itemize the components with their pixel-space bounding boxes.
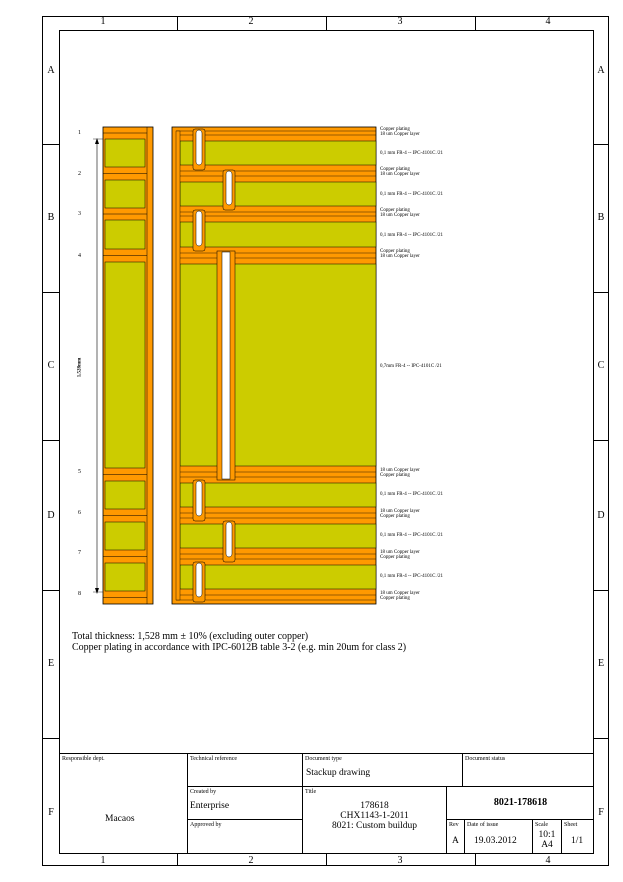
layer-label-line: 0,1 mm FR-4 -- IPC-4101C /21: [380, 233, 444, 238]
layer-label: [380, 574, 443, 579]
layer-label: [380, 492, 443, 497]
main-dielectric-layer: [180, 222, 376, 247]
layer-label: [380, 233, 443, 238]
title-line-1: 178618: [360, 801, 389, 811]
zone-row-right: E: [597, 658, 605, 669]
layer-label: [380, 364, 442, 369]
layer-label: [380, 167, 420, 177]
layer-label-line: 18 um Copper layer: [380, 132, 420, 137]
zone-column-bottom: 1: [100, 855, 106, 866]
title-line-2: CHX1143-1-2011: [340, 811, 409, 821]
layer-label-line: 18 um Copper layer: [380, 172, 420, 177]
main-dielectric-layer: [180, 141, 376, 165]
responsible-dept: Macaos: [105, 814, 135, 824]
created-by-label: Created by: [190, 789, 217, 795]
layer-label-line: 0,1 mm FR-4 -- IPC-4101C /21: [380, 533, 444, 538]
buried-via-hole: [222, 252, 230, 479]
layer-number: 2: [78, 171, 81, 177]
layer-label: [380, 249, 420, 259]
zone-column-bottom: 4: [545, 855, 551, 866]
layer-label-line: 18 um Copper layer: [380, 254, 420, 259]
zone-column-bottom: 3: [397, 855, 403, 866]
date-of-issue: 19.03.2012: [474, 836, 517, 846]
layer-number: 6: [78, 510, 81, 516]
sheet-label: Sheet: [564, 822, 578, 828]
layer-label-line: 0,1 mm FR-4 -- IPC-4101C /21: [380, 151, 444, 156]
left-dielectric-layer: [105, 220, 145, 249]
layer-number: 5: [78, 469, 81, 475]
document-type: Stackup drawing: [306, 768, 371, 778]
layer-label: [380, 127, 420, 137]
zone-row-right: C: [597, 360, 605, 371]
main-dielectric-layer: [180, 264, 376, 466]
layer-label-line: 18 um Copper layer: [380, 509, 420, 514]
zone-row-left: A: [47, 65, 55, 76]
approved-by-label: Approved by: [190, 822, 222, 828]
microvia-hole: [226, 522, 232, 557]
title-line-3: 8021: Custom buildup: [332, 821, 417, 831]
zone-column-top: 3: [397, 16, 403, 27]
revision: A: [452, 836, 459, 846]
rev-label: Rev: [449, 822, 459, 828]
layer-label: [380, 550, 420, 560]
layer-label-line: Copper plating: [380, 208, 410, 213]
scale-and-size: [533, 830, 561, 850]
microvia-hole: [196, 563, 202, 597]
notes-total-thickness: Total thickness: 1,528 mm ± 10% (excluding outer copper): [72, 631, 309, 642]
left-dielectric-layer: [105, 262, 145, 468]
main-dielectric-layer: [180, 565, 376, 589]
zone-row-left: B: [47, 212, 55, 223]
main-dielectric-layer: [180, 524, 376, 548]
zone-column-top: 4: [545, 16, 551, 27]
layer-number: 7: [78, 550, 81, 556]
main-dielectric-layer: [180, 182, 376, 206]
technical-reference-label: Technical reference: [190, 756, 238, 762]
layer-label-line: Copper plating: [380, 127, 410, 132]
layer-label-line: Copper plating: [380, 249, 410, 254]
layer-label-line: 18 um Copper layer: [380, 213, 420, 218]
responsible-dept-label: Responsible dept.: [62, 756, 105, 762]
thickness-label: 1,528mm: [77, 357, 83, 378]
layer-label-line: 18 um Copper layer: [380, 591, 420, 596]
layer-label-line: 18 um Copper layer: [380, 468, 420, 473]
left-dielectric-layer: [105, 139, 145, 167]
microvia-hole: [226, 171, 232, 205]
microvia-hole: [196, 211, 202, 246]
layer-label-line: Copper plating: [380, 555, 410, 560]
zone-row-right: F: [598, 807, 604, 818]
zone-column-bottom: 2: [248, 855, 254, 866]
document-type-label: Document type: [305, 756, 342, 762]
scale: 10:1: [538, 830, 556, 840]
zone-row-left: F: [48, 807, 54, 818]
zone-row-left: D: [47, 510, 55, 521]
layer-label-line: Copper plating: [380, 167, 410, 172]
layer-label-line: Copper plating: [380, 596, 410, 601]
paper-size: A4: [541, 840, 553, 850]
layer-label: [380, 533, 443, 538]
layer-number: 8: [78, 591, 81, 597]
microvia-hole: [196, 130, 202, 165]
layer-label-line: 18 um Copper layer: [380, 550, 420, 555]
layer-number: 1: [78, 130, 81, 136]
title-label: Title: [305, 789, 317, 795]
layer-label-line: 0,7mm FR-4 -- IPC-4101C /21: [380, 364, 442, 369]
document-number: 8021-178618: [493, 797, 548, 808]
notes-copper-plating: Copper plating in accordance with IPC-6012B table 3-2 (e.g. min 20um for class 2): [72, 642, 407, 653]
layer-label-line: Copper plating: [380, 514, 410, 519]
layer-number: 3: [78, 211, 81, 217]
zone-row-right: D: [597, 510, 605, 521]
zone-row-left: E: [47, 658, 55, 669]
layer-label-line: 0,1 mm FR-4 -- IPC-4101C /21: [380, 492, 444, 497]
created-by: Enterprise: [190, 801, 230, 811]
layer-label-line: 0,1 mm FR-4 -- IPC-4101C /21: [380, 574, 444, 579]
sheet-number: 1/1: [571, 836, 584, 846]
main-edge-plating: [176, 131, 180, 600]
layer-label-line: Copper plating: [380, 473, 410, 478]
scale-label: Scale: [535, 822, 548, 828]
left-dielectric-layer: [105, 563, 145, 591]
layer-number: 4: [78, 253, 81, 259]
layer-label: [380, 208, 420, 218]
stackup-notes: [72, 631, 406, 653]
layer-label-line: 0,1 mm FR-4 -- IPC-4101C /21: [380, 192, 444, 197]
document-title: [303, 801, 446, 831]
layer-label: [380, 468, 420, 478]
layer-label: [380, 591, 420, 601]
microvia-hole: [196, 481, 202, 516]
zone-column-top: 1: [100, 16, 106, 27]
date-label: Date of issue: [467, 822, 499, 828]
zone-row-right: B: [597, 212, 605, 223]
layer-label: [380, 151, 443, 156]
document-status-label: Document status: [465, 756, 506, 762]
left-dielectric-layer: [105, 522, 145, 550]
main-dielectric-layer: [180, 483, 376, 507]
layer-label: [380, 509, 420, 519]
thickness-arrow-bottom: [95, 588, 99, 594]
zone-column-top: 2: [248, 16, 254, 27]
layer-label: [380, 192, 443, 197]
zone-row-right: A: [597, 65, 605, 76]
left-dielectric-layer: [105, 180, 145, 208]
zone-row-left: C: [47, 360, 55, 371]
left-dielectric-layer: [105, 481, 145, 509]
